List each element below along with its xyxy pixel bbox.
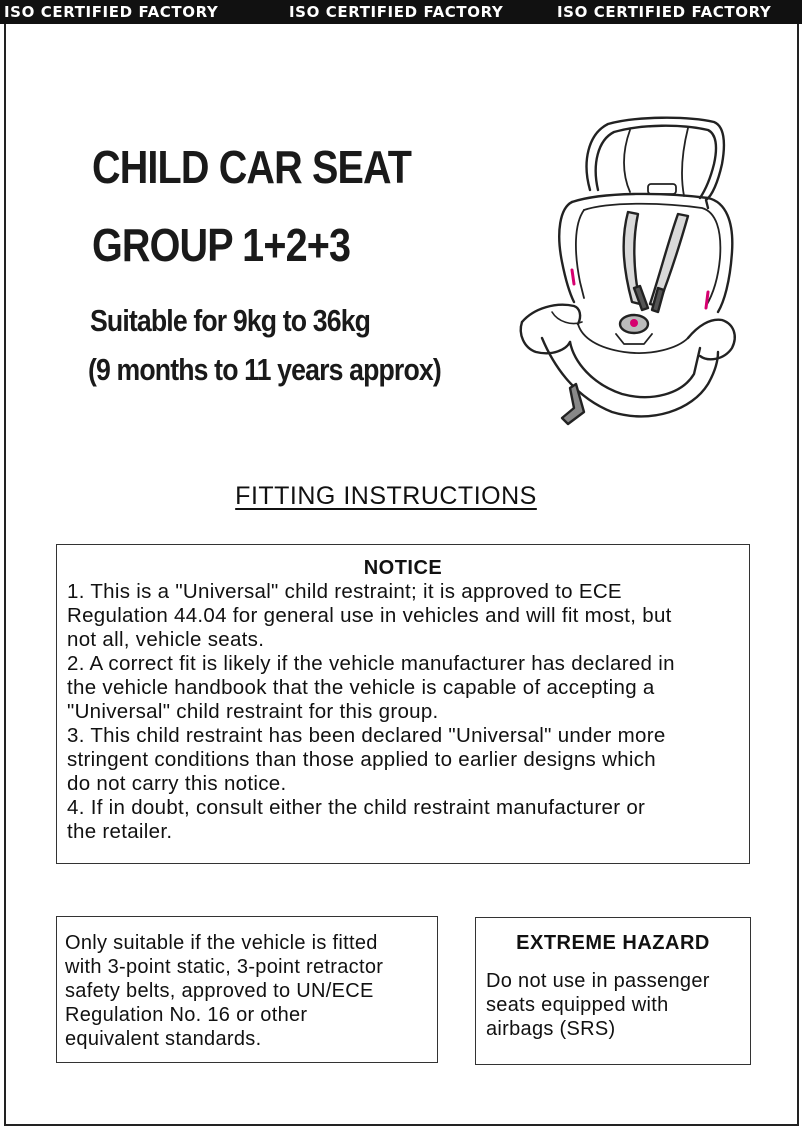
- notice-line: stringent conditions than those applied to earlier designs which: [67, 748, 656, 771]
- notice-line: 1. This is a "Universal" child restraint; it is approved to ECE: [67, 580, 622, 603]
- notice-line: the vehicle handbook that the vehicle is capable of accepting a: [67, 676, 655, 699]
- notice-line: the retailer.: [67, 820, 173, 843]
- notice-line: Regulation 44.04 for general use in vehicles and will fit most, but: [67, 604, 672, 627]
- product-title-line1: CHILD CAR SEAT: [92, 141, 412, 193]
- banner-text: ISO CERTIFIED FACTORY: [557, 3, 772, 21]
- notice-line: not all, vehicle seats.: [67, 628, 265, 651]
- suitability-line: equivalent standards.: [65, 1028, 262, 1050]
- hazard-line: Do not use in passenger: [486, 970, 710, 992]
- notice-line: 3. This child restraint has been declared "Universal" under more: [67, 724, 666, 747]
- notice-box: [56, 544, 750, 864]
- notice-line: 4. If in doubt, consult either the child restraint manufacturer or: [67, 796, 646, 819]
- weight-range: Suitable for 9kg to 36kg: [90, 303, 371, 338]
- notice-line: "Universal" child restraint for this group.: [67, 700, 439, 723]
- hazard-line: airbags (SRS): [486, 1018, 616, 1040]
- notice-title: NOTICE: [363, 557, 443, 579]
- suitability-line: Regulation No. 16 or other: [65, 1004, 308, 1026]
- product-title-line2: GROUP 1+2+3: [92, 219, 351, 271]
- banner-text: ISO CERTIFIED FACTORY: [289, 3, 504, 21]
- age-range: (9 months to 11 years approx): [88, 352, 441, 387]
- top-banner: [0, 0, 802, 24]
- suitability-box: [56, 916, 438, 1063]
- notice-line: 2. A correct fit is likely if the vehicle manufacturer has declared in: [67, 652, 675, 675]
- hazard-line: seats equipped with: [486, 994, 669, 1016]
- banner-text: ISO CERTIFIED FACTORY: [4, 3, 219, 21]
- suitability-line: Only suitable if the vehicle is fitted: [65, 932, 378, 954]
- suitability-line: safety belts, approved to UN/ECE: [65, 980, 374, 1002]
- hazard-title: EXTREME HAZARD: [516, 932, 710, 954]
- hazard-box: [475, 917, 751, 1065]
- fitting-instructions-heading: FITTING INSTRUCTIONS: [235, 482, 537, 510]
- suitability-line: with 3-point static, 3-point retractor: [65, 956, 384, 978]
- notice-line: do not carry this notice.: [67, 772, 287, 795]
- child-car-seat-icon: [512, 112, 748, 432]
